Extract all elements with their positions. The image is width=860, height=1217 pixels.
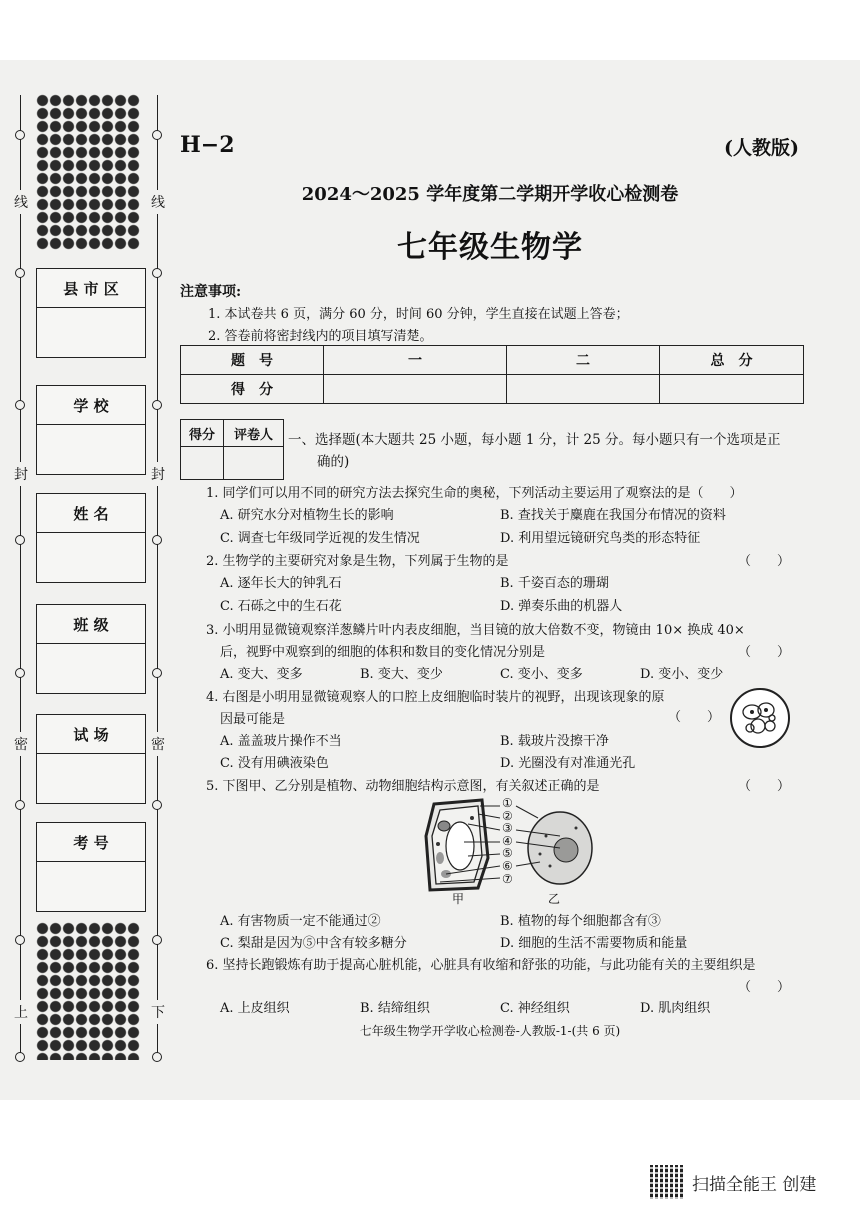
option-d[interactable]: D. 肌肉组织 [640, 1001, 711, 1016]
seal-char: 线 [150, 190, 166, 214]
answer-paren[interactable]: （ ） [738, 779, 791, 794]
option-d[interactable]: D. 变小、变少 [640, 667, 724, 682]
option-a[interactable]: A. 变大、变多 [220, 667, 303, 682]
page-footer: 七年级生物学开学收心检测卷-人教版-1-(共 6 页) [359, 1024, 621, 1038]
seal-circle [152, 268, 162, 278]
option-b[interactable]: B. 千姿百态的珊瑚 [500, 576, 609, 591]
option-b[interactable]: B. 变大、变少 [360, 667, 443, 682]
seal-circle [15, 130, 25, 140]
section-heading-cont: 确的) [317, 454, 350, 470]
option-b[interactable]: B. 结缔组织 [360, 1001, 430, 1016]
seal-circle [15, 800, 25, 810]
field-label: 县 市 区 [37, 269, 145, 308]
figure-caption-jia: 甲 [452, 892, 465, 906]
score-table-header: 一 [324, 346, 507, 375]
notes-heading: 注意事项: [180, 284, 242, 300]
seal-circle [15, 268, 25, 278]
qr-code-icon [650, 1165, 684, 1199]
figure-label: ⑦ [502, 871, 513, 886]
grader-reviewer-cell[interactable] [224, 447, 284, 480]
seal-char: 线 [13, 190, 29, 214]
exam-title: 2024～2025 学年度第二学期开学收心检测卷 [301, 184, 679, 205]
option-d[interactable]: D. 弹奏乐曲的机器人 [500, 599, 623, 614]
seal-char: 封 [13, 462, 29, 486]
answer-paren[interactable]: （ ） [738, 645, 791, 660]
seal-circle [15, 1052, 25, 1062]
section-heading: 一、选择题(本大题共 25 小题，每小题 1 分，计 25 分。每小题只有一个选项是正 [288, 432, 781, 448]
dot-pattern-bottom [36, 922, 140, 1060]
score-table-header: 题 号 [181, 346, 324, 375]
question-stem: 5. 下图甲、乙分别是植物、动物细胞结构示意图，有关叙述正确的是 [206, 779, 600, 794]
field-label: 考 号 [37, 823, 145, 862]
grader-reviewer-label: 评卷人 [224, 420, 284, 447]
option-d[interactable]: D. 利用望远镜研究鸟类的形态特征 [500, 531, 701, 546]
exam-number-field[interactable] [36, 822, 146, 912]
class-field[interactable] [36, 604, 146, 694]
seal-char: 密 [13, 732, 29, 756]
grader-score-cell[interactable] [181, 447, 224, 480]
score-table-header: 二 [507, 346, 660, 375]
figure-labels [502, 797, 513, 885]
right-seal-line [157, 95, 158, 1055]
figure-label: ③ [502, 821, 513, 836]
field-label: 姓 名 [37, 494, 145, 533]
paper-code: H−2 [180, 132, 235, 158]
note-item: 1. 本试卷共 6 页，满分 60 分，时间 60 分钟，学生直接在试题上答卷； [208, 307, 629, 322]
seal-char: 下 [150, 1000, 166, 1024]
cell-structure-figure [420, 796, 610, 908]
score-cell[interactable] [324, 375, 507, 404]
seal-circle [15, 668, 25, 678]
option-a[interactable]: A. 逐年长大的钟乳石 [220, 576, 342, 591]
score-cell[interactable] [507, 375, 660, 404]
score-table-header: 总 分 [660, 346, 804, 375]
figure-label: ⑥ [502, 858, 513, 873]
name-field[interactable] [36, 493, 146, 583]
option-b[interactable]: B. 载玻片没擦干净 [500, 734, 609, 749]
grader-box [180, 419, 284, 480]
seal-circle [152, 800, 162, 810]
question-stem: 1. 同学们可以用不同的研究方法去探究生命的奥秘，下列活动主要运用了观察法的是（ ） [206, 486, 743, 501]
question-stem: 2. 生物学的主要研究对象是生物，下列属于生物的是 [206, 554, 509, 569]
seal-circle [152, 130, 162, 140]
seal-circle [152, 400, 162, 410]
microscope-field-figure [728, 686, 792, 750]
option-a[interactable]: A. 有害物质一定不能通过② [220, 914, 381, 929]
subject-title: 七年级生物学 [397, 230, 583, 265]
option-c[interactable]: C. 没有用碘液染色 [220, 756, 329, 771]
dot-pattern-top [36, 94, 140, 250]
score-row-label: 得 分 [181, 375, 324, 404]
edition-label: (人教版) [724, 137, 799, 159]
question-stem-cont: 因最可能是 [220, 712, 286, 727]
seal-circle [15, 935, 25, 945]
field-label: 班 级 [37, 605, 145, 644]
answer-paren[interactable]: （ ） [738, 980, 791, 995]
figure-label: ① [502, 796, 513, 810]
score-cell[interactable] [660, 375, 804, 404]
scanner-label: 扫描全能王 创建 [692, 1174, 817, 1195]
question-stem: 3. 小明用显微镜观察洋葱鳞片叶内表皮细胞，当目镜的放大倍数不变，物镜由 10× 换成 40× [206, 623, 745, 638]
score-table [180, 345, 804, 404]
note-item: 2. 答卷前将密封线内的项目填写清楚。 [208, 329, 433, 344]
seal-circle [152, 935, 162, 945]
option-a[interactable]: A. 上皮组织 [220, 1001, 290, 1016]
option-d[interactable]: D. 光圈没有对准通光孔 [500, 756, 636, 771]
option-d[interactable]: D. 细胞的生活不需要物质和能量 [500, 936, 688, 951]
seal-circle [152, 1052, 162, 1062]
seal-char: 上 [13, 1000, 29, 1024]
seal-circle [15, 535, 25, 545]
exam-room-field[interactable] [36, 714, 146, 804]
question-stem: 6. 坚持长跑锻炼有助于提高心脏机能，心脏具有收缩和舒张的功能，与此功能有关的主要组织是 [206, 958, 756, 973]
option-a[interactable]: A. 盖盖玻片操作不当 [220, 734, 342, 749]
school-field[interactable] [36, 385, 146, 475]
left-seal-line [20, 95, 21, 1055]
option-b[interactable]: B. 植物的每个细胞都含有③ [500, 914, 661, 929]
grader-score-label: 得分 [181, 420, 224, 447]
seal-circle [15, 400, 25, 410]
option-c[interactable]: C. 变小、变多 [500, 667, 583, 682]
seal-char: 封 [150, 462, 166, 486]
field-label: 试 场 [37, 715, 145, 754]
option-c[interactable]: C. 神经组织 [500, 1001, 570, 1016]
option-c[interactable]: C. 调查七年级同学近视的发生情况 [220, 531, 420, 546]
option-b[interactable]: B. 查找关于麋鹿在我国分布情况的资料 [500, 508, 726, 523]
option-a[interactable]: A. 研究水分对植物生长的影响 [220, 508, 394, 523]
question-stem: 4. 右图是小明用显微镜观察人的口腔上皮细胞临时装片的视野，出现该现象的原 [206, 690, 665, 705]
option-c[interactable]: C. 石砾之中的生石花 [220, 599, 342, 614]
county-field[interactable] [36, 268, 146, 358]
figure-caption-yi: 乙 [548, 892, 561, 906]
figure-label: ② [502, 808, 513, 823]
field-label: 学 校 [37, 386, 145, 425]
scanner-watermark [650, 1165, 816, 1199]
figure-label: ④ [502, 833, 513, 848]
answer-paren[interactable]: （ ） [738, 554, 791, 569]
figure-label: ⑤ [502, 846, 513, 861]
option-c[interactable]: C. 梨甜是因为⑤中含有较多糖分 [220, 936, 407, 951]
seal-circle [152, 535, 162, 545]
question-stem-cont: 后，视野中观察到的细胞的体积和数目的变化情况分别是 [220, 645, 546, 660]
seal-char: 密 [150, 732, 166, 756]
answer-paren[interactable]: （ ） [668, 710, 721, 725]
seal-circle [152, 668, 162, 678]
